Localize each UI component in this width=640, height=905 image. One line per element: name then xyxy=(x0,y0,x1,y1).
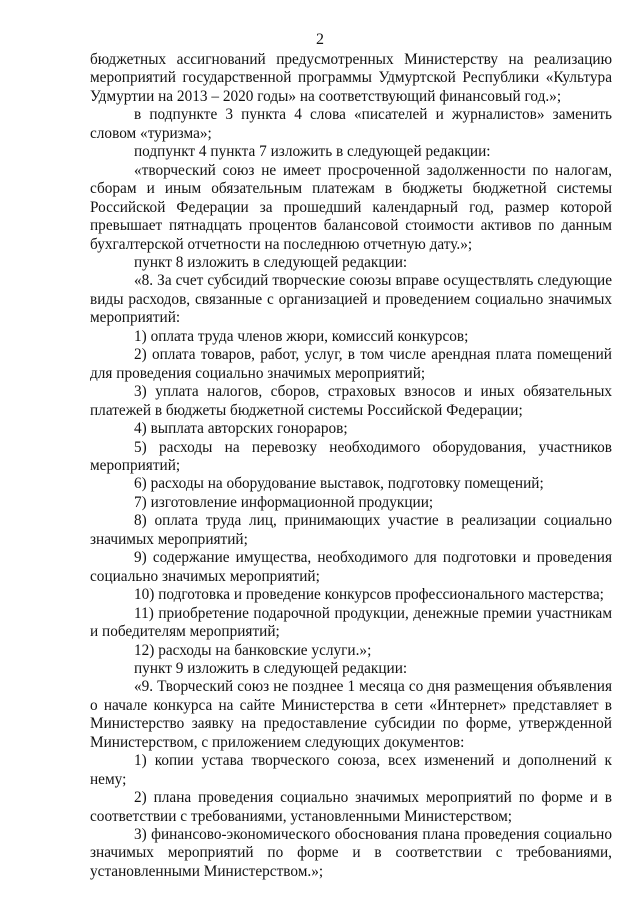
list-item-document-3: 3) финансово-экономического обоснования плана проведения социально значимых мероприятий по форме и в соответствии с требованиями, установленными Министерством.»; xyxy=(90,826,612,880)
paragraph-point-8-text: «8. За счет субсидий творческие союзы вправе осуществлять следующие виды расходов, связанные с организацией и проведением социально значимых мероприятий: xyxy=(90,272,612,327)
list-item-document-2: 2) плана проведения социально значимых мероприятий по форме и в соответствии с требованиями, установленными Министерством; xyxy=(90,789,612,825)
paragraph-point-9-intro: пункт 9 изложить в следующей редакции: xyxy=(134,659,408,677)
list-item-expense-1: 1) оплата труда членов жюри, комиссий конкурсов; xyxy=(134,327,469,345)
list-item-expense-3: 3) уплата налогов, сборов, страховых взносов и иных обязательных платежей в бюджеты бюджетной системы Российской Федерации; xyxy=(90,383,612,419)
document-body xyxy=(90,51,612,881)
paragraph-subpoint-4-intro: подпункт 4 пункта 7 изложить в следующей редакции: xyxy=(134,143,491,161)
list-item-expense-5: 5) расходы на перевозку необходимого оборудования, участников мероприятий; xyxy=(90,438,612,474)
list-item-expense-10: 10) подготовка и проведение конкурсов профессионального мастерства; xyxy=(134,586,604,604)
list-item-expense-8: 8) оплата труда лиц, принимающих участие в реализации социально значимых мероприятий; xyxy=(90,512,612,548)
page-number: 2 xyxy=(316,31,324,48)
paragraph-point-9-text: «9. Творческий союз не позднее 1 месяца со дня размещения объявления о начале конкурса на сайте Министерства в сети «Интернет» представляет в Министерство заявку на предоставление субсидии по форме, утвержденной Министерством, с приложением следующих документов: xyxy=(90,678,612,751)
paragraph-subpoint-4-text: «творческий союз не имеет просроченной задолженности по налогам, сборам и иным обязательным платежам в бюджеты бюджетной системы Российской Федерации за прошедший календарный год, размер которой превышает пятнадцать процентов балансовой стоимости активов по данным бухгалтерской отчетности на последнюю отчетную дату.»; xyxy=(90,161,612,253)
list-item-expense-4: 4) выплата авторских гонораров; xyxy=(134,420,348,438)
list-item-expense-7: 7) изготовление информационной продукции; xyxy=(134,493,434,511)
list-item-expense-11: 11) приобретение подарочной продукции, денежные премии участникам и победителям мероприятий; xyxy=(90,604,612,641)
list-item-document-1: 1) копии устава творческого союза, всех изменений и дополнений к нему; xyxy=(90,752,612,788)
list-item-expense-6: 6) расходы на оборудование выставок, подготовку помещений; xyxy=(134,475,544,493)
list-item-expense-12: 12) расходы на банковские услуги.»; xyxy=(134,641,372,659)
paragraph-subpoint-3-change: в подпункте 3 пункта 4 слова «писателей и журналистов» заменить словом «туризма»; xyxy=(90,106,612,142)
paragraph-point-8-intro: пункт 8 изложить в следующей редакции: xyxy=(134,253,408,271)
paragraph-continuation: бюджетных ассигнований предусмотренных Министерству на реализацию мероприятий государственной программы Удмуртской Республики «Культура Удмуртии на 2013 – 2020 годы» на соответствующий финансовый год.»; xyxy=(90,51,612,105)
list-item-expense-9: 9) содержание имущества, необходимого для подготовки и проведения социально значимых мероприятий; xyxy=(90,549,612,585)
list-item-expense-2: 2) оплата товаров, работ, услуг, в том числе арендная плата помещений для проведения социально значимых мероприятий; xyxy=(90,346,612,382)
